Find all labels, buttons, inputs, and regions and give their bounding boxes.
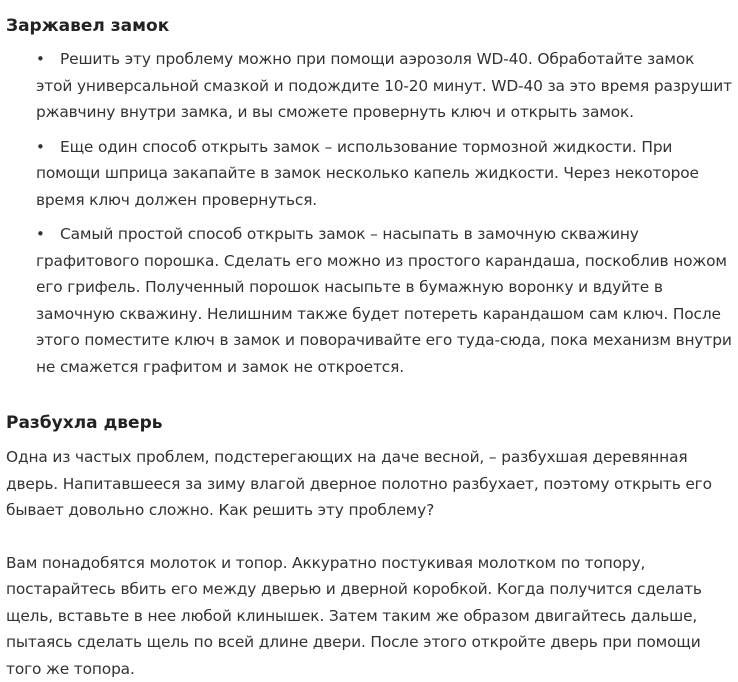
paragraph: Одна из частых проблем, подстерегающих на даче весной, – разбухшая деревянная дверь. Напитавшееся за зиму влагой дверное полотно разбухает, поэтому открыть его бывает довольно сложно. Как решить эту проблему? [6,444,732,524]
list-item-text: Решить эту проблему можно при помощи аэрозоля WD-40. Обработайте замок этой универсальной смазкой и подождите 10-20 минут. WD-40 за это время разрушит ржавчину внутри замка, и вы сможете провернуть ключ и открыть замок. [36,50,732,121]
bullet-icon: • [36,221,45,248]
list-item-text: Еще один способ открыть замок – использование тормозной жидкости. При помощи шприца закапайте в замок несколько капель жидкости. Через некоторое время ключ должен провернуться. [36,138,699,209]
list-item [6,221,732,380]
section-heading-swollen-door: Разбухла дверь [6,411,732,435]
section-heading-rusted-lock: Заржавел замок [6,0,732,38]
bullet-icon: • [36,134,45,161]
list-item [6,134,732,214]
bullet-icon: • [36,46,45,73]
paragraph: Вам понадобятся молоток и топор. Аккуратно постукивая молотком по топору, постарайтесь вбить его между дверью и дверной коробкой. Когда получится сделать щель, вставьте в нее любой клинышек. Затем таким же образом двигайтесь дальше, пытаясь сделать щель по всей длине двери. После этого откройте дверь при помощи того же топора. [6,550,732,682]
list-item-text: Самый простой способ открыть замок – насыпать в замочную скважину графитового порошка. Сделать его можно из простого карандаша, поскоблив ножом его грифель. Полученный порошок насыпьте в бумажную воронку и вдуйте в замочную скважину. Нелишним также будет потереть карандашом сам ключ. После этого поместите ключ в замок и поворачивайте его туда-сюда, пока механизм внутри не смажется графитом и замок не откроется. [36,225,732,376]
bullet-list [6,46,732,380]
list-item [6,46,732,126]
